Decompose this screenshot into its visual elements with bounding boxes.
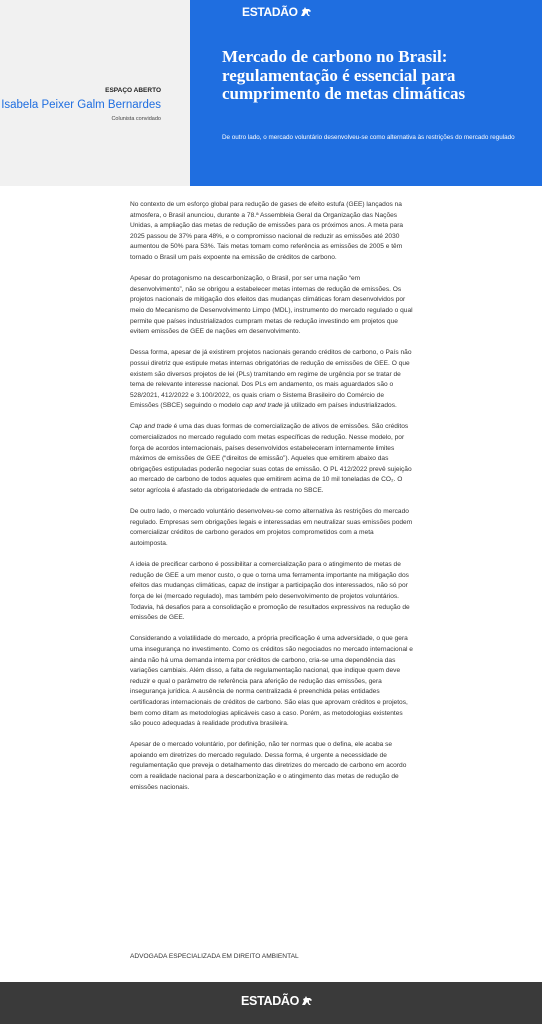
author-role: Colunista convidado [111,116,161,122]
footer-estadao-logo[interactable] [241,994,313,1008]
section-label[interactable]: ESPAÇO ABERTO [105,87,161,94]
paragraph-4-text: é uma das duas formas de comercialização de ativos de emissões. São créditos comercializados no mercado regulado com metas específicas de redução. Nesse modelo, por força de acordos internacionais, países desenvolvidos estabeleceram internamente limites máximos de emissões de GEE (“direitos de emissão”). Aqueles que emitirem abaixo das obrigações estipuladas poderão negociar suas cotas de emissão. O PL 412/2022 prevê sujeição ao mercado de carbono de todos aqueles que emitirem acima de 10 mil toneladas de CO₂. O setor agrícola é afastado da obrigatoriedade de entrada no SBCE. [130,423,412,495]
paragraph-1: No contexto de um esforço global para redução de gases de efeito estufa (GEE) lançados na atmosfera, o Brasil anunciou, durante a 78.ª Assembleia Geral da Organização das Nações Unidas, a ampliação das metas de redução de emissões para os próximos anos. A meta para 2025 passou de 37% para 48%, e o compromisso nacional de reduzir as emissões até 2030 aumentou de 50% para 53%. Tais metas tomam como referência as emissões de 2005 e têm tornado o Brasil um país expoente na emissão de créditos de carbono. [130,201,404,261]
footer-horse-logo-icon [301,996,313,1006]
paragraph-3 [130,348,413,412]
horse-logo-icon [300,7,312,17]
author-footnote: ADVOGADA ESPECIALIZADA EM DIREITO AMBIENTAL [130,953,299,960]
paragraph-2: Apesar do protagonismo na descarbonização, o Brasil, por ser uma nação “em desenvolvimento”, não se obrigou a estabelecer metas internas de redução de emissões. Os projetos nacionais de mitigação dos efeitos das mudanças climáticas foram desenvolvidos por meio do Mecanismo de Desenvolvimento Limpo (MDL), instrumento do mercado regulado o qual permite que países industrializados cumpram metas de redução investindo em projetos que evitem emissões de GEE de nações em desenvolvimento. [130,275,413,336]
article-header [0,0,542,186]
author-name[interactable]: Isabela Peixer Galm Bernardes [1,99,161,111]
article-subheadline: De outro lado, o mercado voluntário desenvolveu-se como alternativa às restrições do mercado regulado [222,134,515,141]
paragraph-5: De outro lado, o mercado voluntário desenvolveu-se como alternativa às restrições do mercado regulado. Empresas sem obrigações legais e interessadas em neutralizar suas emissões podem comercializar créditos de carbono gerados em projetos comprometidos com a meta autoimposta. [130,508,413,547]
footer-logo-text: ESTADÃO [241,994,300,1008]
paragraph-6: A ideia de precificar carbono é possibilitar a comercialização para o atingimento de metas de redução de GEE a um menor custo, o que o torna uma ferramenta importante na mitigação dos efeitos das mudanças climáticas, capaz de instigar a participação dos interessados, não só por força de lei (mercado regulado), mas também pelo desenvolvimento de projetos voluntários. Todavia, há desafios para a consolidação e promoção de resultados expressivos na redução de emissões de GEE. [130,561,410,622]
article-headline: Mercado de carbono no Brasil: regulamentação é essencial para cumprimento de metas climáticas [222,47,466,103]
paragraph-3-tail: já utilizado em países industrializados. [282,402,397,410]
article-body [130,200,413,804]
paragraph-3-emphasis: cap and trade [242,402,283,410]
paragraph-4 [130,422,413,496]
logo-text: ESTADÃO [242,5,298,19]
paragraph-3-text: Dessa forma, apesar de já existirem projetos nacionais gerando créditos de carbono, o País não possui diretriz que estipule metas internas obrigatórias de redução de emissões de GEE. O que existem são diversos projetos de lei (PLs) tramitando em regime de urgência por se tratar de tema de relevante interesse nacional. Dos PLs em andamento, os mais aguardados são o 528/2021, 412/2022 e 3.100/2022, os quais criam o Sistema Brasileiro do Comércio de Emissões (SBCE) seguindo o modelo [130,349,412,410]
paragraph-7: Considerando a volatilidade do mercado, a própria precificação é uma adversidade, o que gera uma insegurança no investimento. Como os créditos são negociados no mercado internacional e ainda não há uma demanda interna por créditos de carbono, cria-se uma dependência das variações cambiais. Além disso, a falta de regulamentação nacional, que indique quem deve reduzir e qual o parâmetro de referência para aferição de redução das emissões, gera insegurança jurídica. A ausência de norma centralizada é preenchida pelas entidades certificadoras internacionais de créditos de carbono. São elas que aprovam créditos e projetos, bem como ditam as metodologias aplicáveis caso a caso. Porém, as metodologias existentes são pouco adequadas à realidade produtiva brasileira. [130,635,413,728]
author-panel [0,0,190,186]
paragraph-4-emphasis: Cap and trade [130,423,172,431]
paragraph-8: Apesar de o mercado voluntário, por definição, não ter normas que o defina, ele acaba se apoiando em diretrizes do mercado regulado. Dessa forma, é urgente a necessidade de regulamentação que preveja o detalhamento das diretrizes do mercado de carbono em acordo com a realidade nacional para a descarbonização e o atingimento das metas de redução de emissões nacionais. [130,741,407,791]
estadao-logo[interactable] [242,5,312,19]
